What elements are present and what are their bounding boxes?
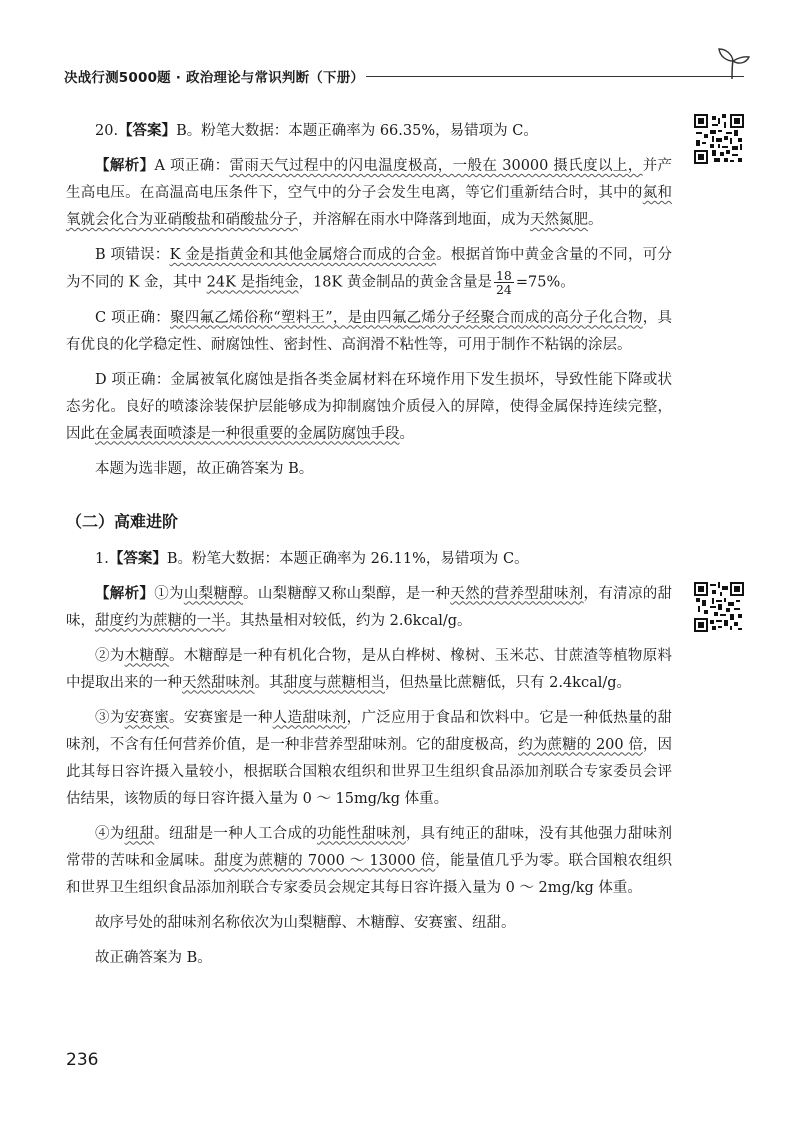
- q20-conclusion: 本题为选非题，故正确答案为 B。: [95, 460, 314, 477]
- q20-analysis-a: 【解析】A 项正确：雷雨天气过程中的闪电温度极高，一般在 30000 摄氏度以上，并产生高电压。在高温高电压条件下，空气中的分子会发生电离，等它们重新结合时，其中的氮和氧就会化合为亚硝酸盐和硝酸盐分子，并溶解在雨水中降落到地面，成为天然氮肥。: [66, 158, 673, 228]
- page-content: [66, 118, 672, 980]
- q1-analysis-3: ③为安赛蜜。安赛蜜是一种人造甜味剂，广泛应用于食品和饮料中。它是一种低热量的甜味剂，不含有任何营养价值，是一种非营养型甜味剂。它的甜度极高，约为蔗糖的 200 倍，因此其每日容许摄入量较小，根据联合国粮农组织和世界卫生组织食品添加剂联合专家委员会评估结果，该物质的每日容许摄入量为 0 ～ 15mg/kg 体重。: [66, 709, 673, 807]
- qr-code-icon: [694, 582, 744, 632]
- section-title: （二）高难进阶: [66, 511, 179, 531]
- qr-code-icon: [694, 114, 744, 164]
- q20-analysis-c: C 项正确：聚四氟乙烯俗称“塑料王”，是由四氟乙烯分子经聚合而成的高分子化合物，具有优良的化学稳定性、耐腐蚀性、密封性、高润滑不粘性等，可用于制作不粘锅的涂层。: [66, 309, 672, 353]
- book-title: 决战行测5000题 · 政治理论与常识判断（下册）: [64, 70, 365, 86]
- q20-analysis-b: B 项错误：K 金是指黄金和其他金属熔合而成的合金。根据首饰中黄金含量的不同，可分为不同的 K 金，其中 24K 是指纯金，18K 黄金制品的黄金含量是 $\frac{18}{24}$ =75%。: [66, 247, 673, 297]
- fraction-18-24: $\frac{18}{24}$: [495, 268, 512, 297]
- q1-analysis-2: ②为木糖醇。木糖醇是一种有机化合物，是从白桦树、橡树、玉米芯、甘蔗渣等植物原料中提取出来的一种天然甜味剂。其甜度与蔗糖相当，但热量比蔗糖低，只有 2.4kcal/g。: [66, 647, 673, 691]
- running-header: [64, 66, 744, 86]
- sprout-icon: [712, 46, 752, 80]
- q1-answer: 1.【答案】B。粉笔大数据：本题正确率为 26.11%，易错项为 C。: [95, 550, 529, 567]
- q1-analysis-1: 【解析】①为山梨糖醇。山梨糖醇又称山梨醇，是一种天然的营养型甜味剂，有清凉的甜味，甜度约为蔗糖的一半。其热量相对较低，约为 2.6kcal/g。: [66, 585, 673, 629]
- header-rule: [366, 76, 744, 77]
- q1-analysis-4: ④为纽甜。纽甜是一种人工合成的功能性甜味剂，具有纯正的甜味，没有其他强力甜味剂常带的苦味和金属味。甜度为蔗糖的 7000 ～ 13000 倍，能量值几乎为零。联合国粮农组织和世界卫生组织食品添加剂联合专家委员会规定其每日容许摄入量为 0 ～ 2mg/kg 体重。: [66, 825, 673, 896]
- qr-code[interactable]: [694, 582, 744, 632]
- q1-conclusion: 故正确答案为 B。: [95, 949, 212, 966]
- q20-analysis-d: D 项正确：金属被氧化腐蚀是指各类金属材料在环境作用下发生损坏，导致性能下降或状态劣化。良好的喷漆涂装保护层能够成为抑制腐蚀介质侵入的屏障，使得金属保持连续完整，因此在金属表面喷漆是一种很重要的金属防腐蚀手段。: [66, 371, 672, 442]
- page-number: 236: [66, 1050, 99, 1070]
- q20-answer: 20.【答案】B。粉笔大数据：本题正确率为 66.35%，易错项为 C。: [95, 123, 538, 139]
- qr-code[interactable]: [694, 114, 744, 164]
- q1-summary: 故序号处的甜味剂名称依次为山梨糖醇、木糖醇、安赛蜜、纽甜。: [95, 914, 516, 931]
